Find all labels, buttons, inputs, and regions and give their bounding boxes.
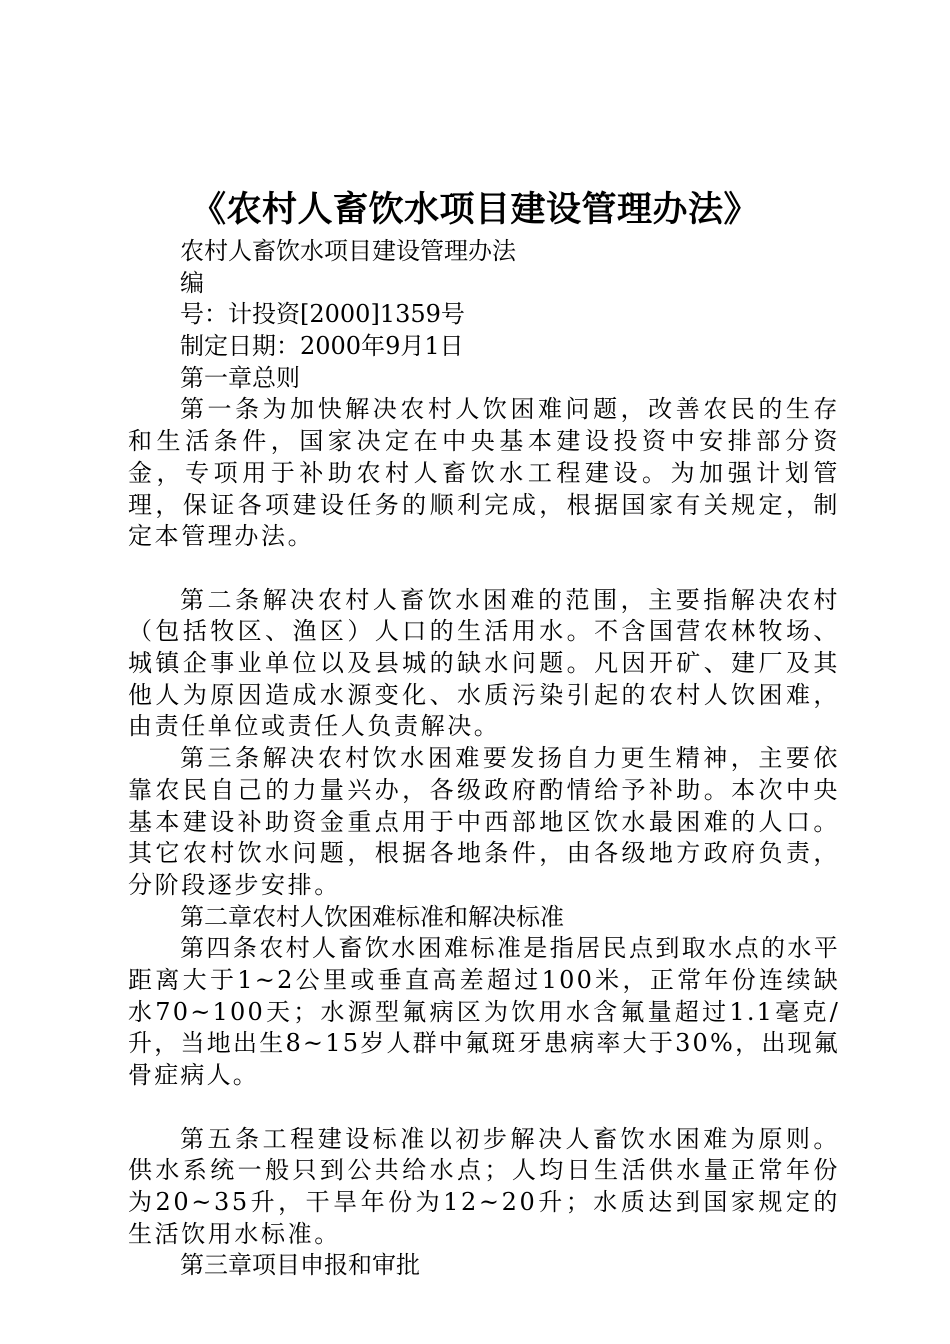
document-number-label: 编 <box>180 268 204 297</box>
chapter-1-heading: 第一章总则 <box>180 363 300 392</box>
chapter-2-heading: 第二章农村人饮困难标准和解决标准 <box>180 902 564 931</box>
article-3: 第三条解决农村饮水困难要发扬自力更生精神，主要依靠农民自己的力量兴办，各级政府酌情给予补助。本次中央基本建设补助资金重点用于中西部地区饮水最困难的人口。其它农村饮水问题，根据各地条件，由各级地方政府负责，分阶段逐步安排。 <box>128 744 840 899</box>
article-4: 第四条农村人畜饮水困难标准是指居民点到取水点的水平距离大于1~2公里或垂直高差超过100米，正常年份连续缺水70~100天；水源型氟病区为饮用水含氟量超过1.1毫克/升，当地出生8~15岁人群中氟斑牙患病率大于30%，出现氟骨症病人。 <box>128 934 840 1090</box>
document-title: 《农村人畜饮水项目建设管理办法》 <box>190 189 759 230</box>
article-2: 第二条解决农村人畜饮水困难的范围，主要指解决农村（包括牧区、渔区）人口的生活用水。不含国营农林牧场、城镇企事业单位以及县城的缺水问题。凡因开矿、建厂及其他人为原因造成水源变化、水质污染引起的农村人饮困难，由责任单位或责任人负责解决。 <box>128 585 840 741</box>
document-date: 制定日期：2000年9月1日 <box>180 332 464 361</box>
article-1: 第一条为加快解决农村人饮困难问题，改善农民的生存和生活条件，国家决定在中央基本建设投资中安排部分资金，专项用于补助农村人畜饮水工程建设。为加强计划管理，保证各项建设任务的顺利完成，根据国家有关规定，制定本管理办法。 <box>128 395 840 551</box>
chapter-3-heading: 第三章项目申报和审批 <box>180 1251 420 1280</box>
document-subtitle: 农村人畜饮水项目建设管理办法 <box>180 237 516 265</box>
document-number: 号：计投资[2000]1359号 <box>180 300 465 329</box>
article-5: 第五条工程建设标准以初步解决人畜饮水困难为原则。供水系统一般只到公共给水点；人均日生活供水量正常年份为20~35升，干旱年份为12~20升；水质达到国家规定的生活饮用水标准。 <box>128 1124 840 1248</box>
document-body <box>128 236 840 1282</box>
